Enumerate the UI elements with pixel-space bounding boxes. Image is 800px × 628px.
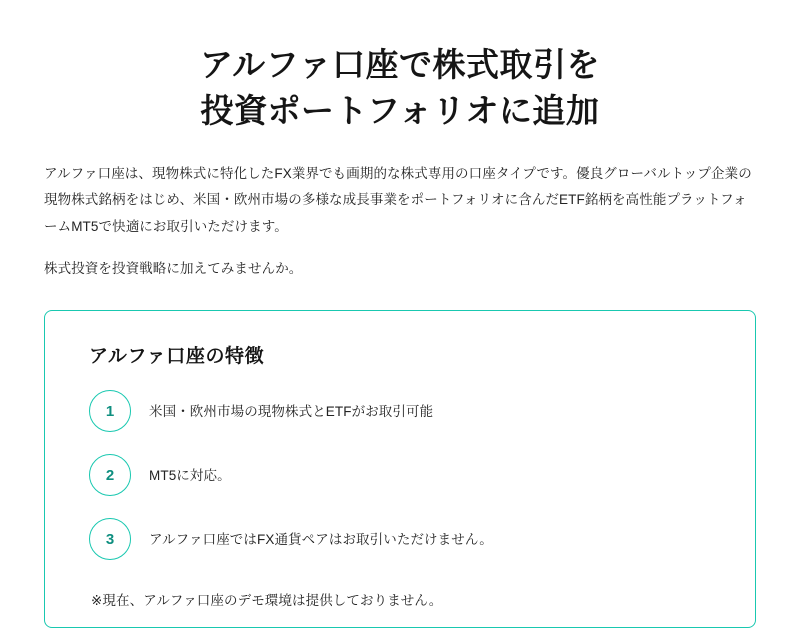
page-title-line-2: 投資ポートフォリオに追加 [200,91,600,129]
feature-number-badge: 3 [89,518,131,560]
feature-list [89,390,719,560]
feature-item-label: 米国・欧州市場の現物株式とETFがお取引可能 [149,403,434,419]
list-item [89,454,719,496]
feature-item-label: アルファ口座ではFX通貨ペアはお取引いただけません。 [149,531,493,547]
list-item [89,390,719,432]
page-title-line-1: アルファ口座で株式取引を [199,46,601,84]
feature-note: ※現在、アルファ口座のデモ環境は提供しておりません。 [91,593,443,609]
feature-card-title: アルファ口座の特徴 [89,346,265,368]
intro-paragraph-1: アルファ口座は、現物株式に特化したFX業界でも画期的な株式専用の口座タイプです。優良グローバルトップ企業の現物株式銘柄をはじめ、米国・欧州市場の多様な成長事業をポートフォリオに含んだETF銘柄を高性能プラットフォームMT5で快適にお取引いただけます。 [44,166,752,234]
feature-card [44,310,756,628]
intro-section [0,161,800,282]
page-title [0,22,800,133]
list-item [89,518,719,560]
intro-paragraph-2: 株式投資を投資戦略に加えてみませんか。 [44,261,303,277]
feature-number-badge: 1 [89,390,131,432]
feature-item-label: MT5に対応。 [149,467,231,483]
page-container [0,22,800,626]
feature-number-badge: 2 [89,454,131,496]
